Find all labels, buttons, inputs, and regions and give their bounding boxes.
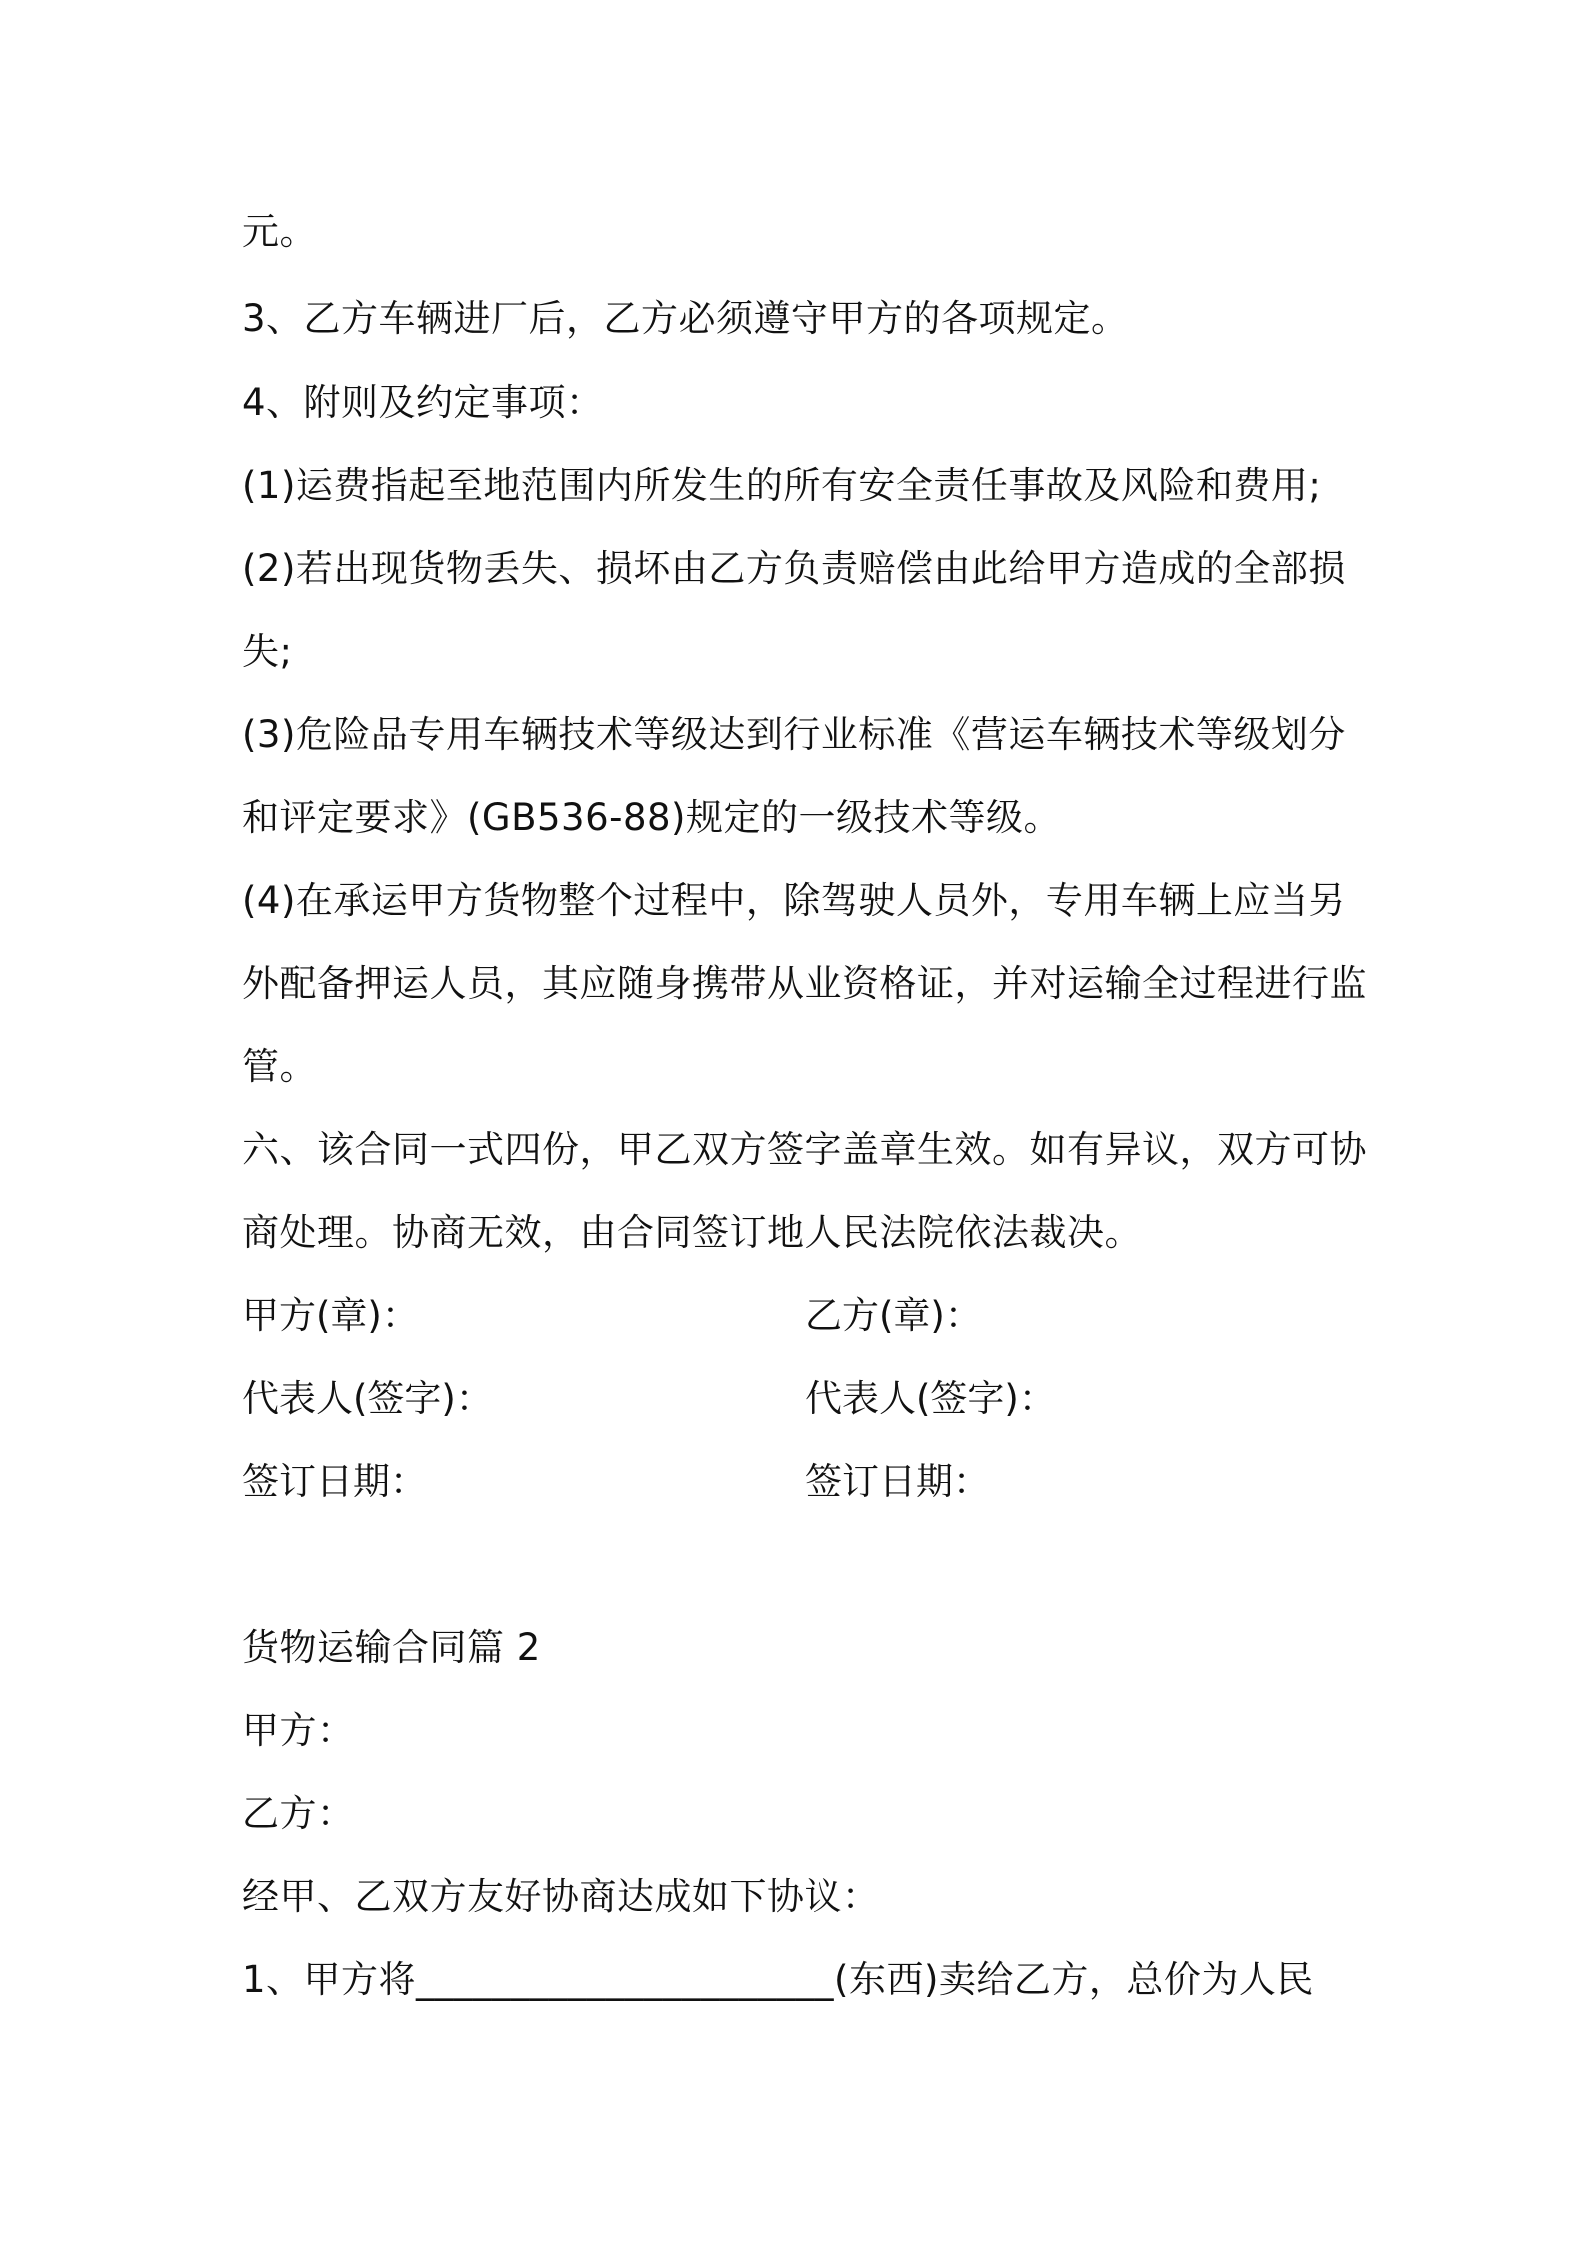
text-line: (1)运费指起至地范围内所发生的所有安全责任事故及风险和费用; [242,464,1322,507]
text-line: 4、附则及约定事项： [242,381,604,424]
party-a-date-label: 签订日期： [242,1460,427,1503]
signature-seal-row [242,1291,1342,1341]
party-a-seal-label: 甲方(章)： [242,1294,419,1337]
text-line: (4)在承运甲方货物整个过程中，除驾驶人员外，专用车辆上应当另 [242,879,1346,922]
text-line: (2)若出现货物丢失、损坏由乙方负责赔偿由此给甲方造成的全部损 [242,547,1346,590]
party-b-rep-label: 代表人(签字)： [805,1377,1056,1420]
text-line: 外配备押运人员，其应随身携带从业资格证，并对运输全过程进行监 [242,962,1367,1005]
party-a-rep-label: 代表人(签字)： [242,1377,493,1420]
signature-date-row [242,1457,1342,1507]
section-title: 货物运输合同篇 2 [242,1626,541,1669]
text-line: 元。 [242,210,317,253]
intro-text: 经甲、乙双方友好协商达成如下协议： [242,1875,880,1918]
party-b-date-label: 签订日期： [805,1460,990,1503]
text-line: (3)危险品专用车辆技术等级达到行业标准《营运车辆技术等级划分 [242,713,1346,756]
party-a-label: 甲方： [242,1709,355,1752]
text-line: 和评定要求》(GB536-88)规定的一级技术等级。 [242,796,1061,839]
text-line: 失; [242,630,293,673]
text-line: 管。 [242,1045,317,1088]
signature-rep-row [242,1374,1342,1424]
text-line: 3、乙方车辆进厂后，乙方必须遵守甲方的各项规定。 [242,297,1129,340]
text-line: 商处理。协商无效，由合同签订地人民法院依法裁决。 [242,1211,1142,1254]
party-b-label: 乙方： [242,1792,355,1835]
party-b-seal-label: 乙方(章)： [805,1294,982,1337]
clause-1-text: 1、甲方将______________________(东西)卖给乙方，总价为人民 [242,1958,1314,2001]
text-line: 六、该合同一式四份，甲乙双方签字盖章生效。如有异议，双方可协 [242,1128,1367,1171]
